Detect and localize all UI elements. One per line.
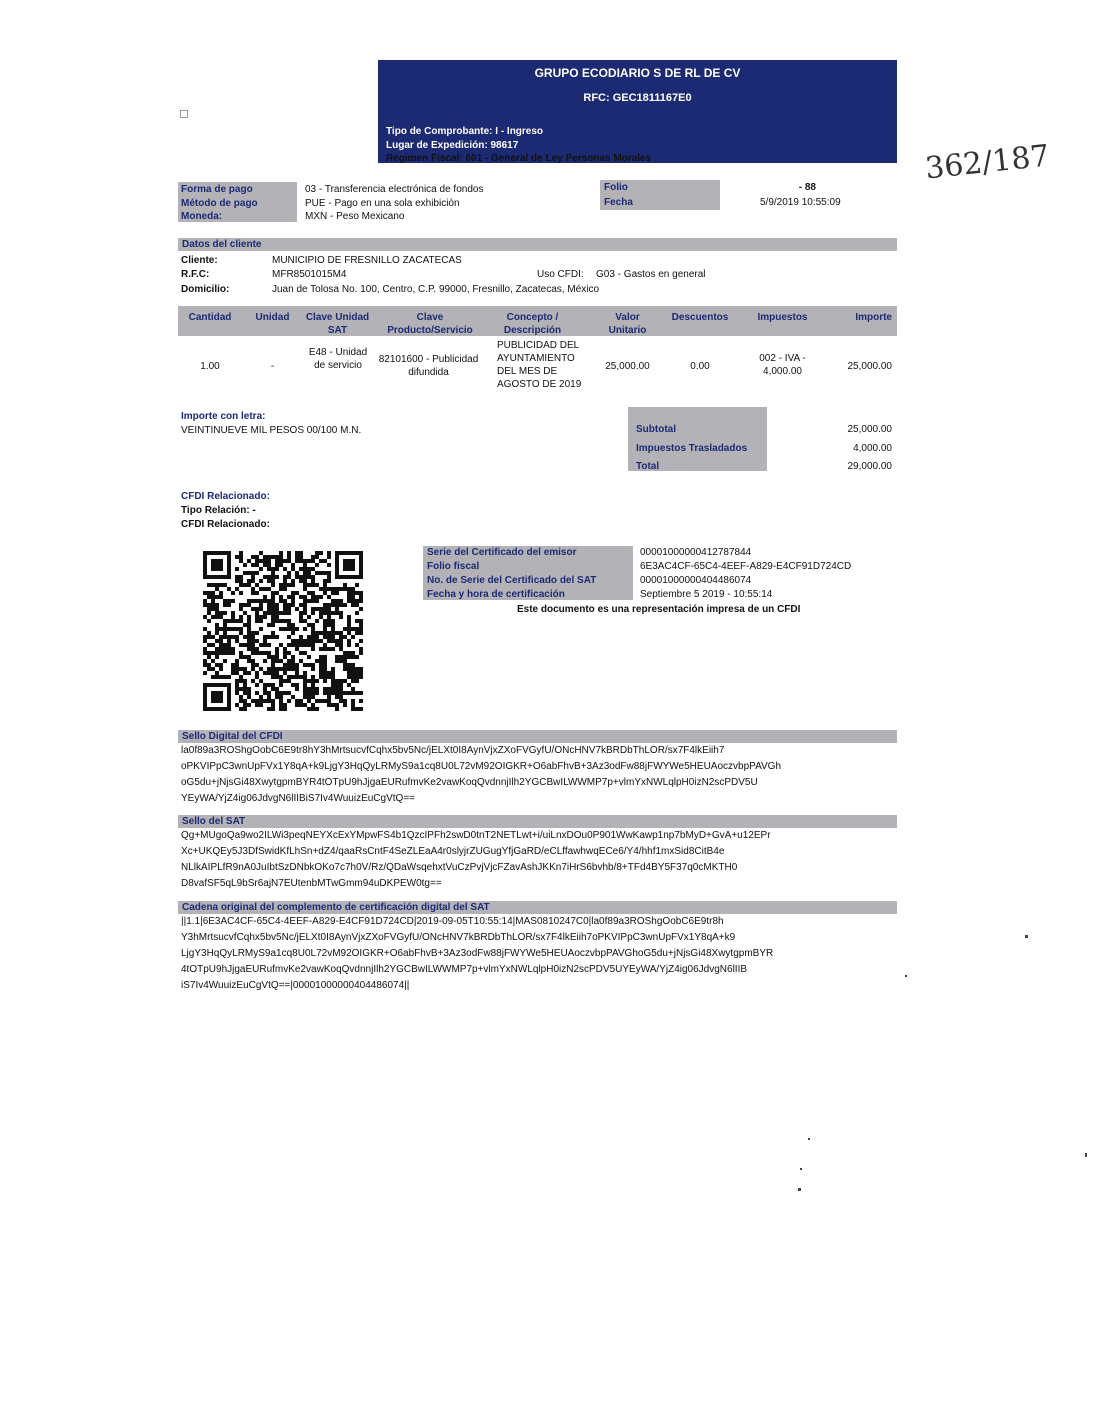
row-cantidad: 1.00 [200, 361, 220, 372]
metodo-pago-label: Método de pago [181, 198, 258, 209]
folio-value: - 88 [798, 182, 816, 193]
company-rfc: RFC: GEC1811167E0 [583, 92, 692, 104]
serie-cert-label: Serie del Certificado del emisor [427, 547, 577, 558]
cadena-line: 4tOTpU9hJjgaEURufmvKe2vawKoqQvdnnjIlh2YGCBwILWWMP7p+vlmYxNWLqlpH0izN2scPDV5UYEyWA/YjZ4ig06JdvgN6lIIB [181, 964, 748, 975]
total-value: 29,000.00 [847, 461, 892, 472]
datos-cliente-header: Datos del cliente [178, 238, 897, 251]
sello-cfdi-header: Sello Digital del CFDI [178, 730, 897, 743]
col-cantidad: Cantidad [188, 312, 232, 323]
row-descuentos: 0.00 [690, 361, 710, 372]
domicilio-label: Domicilio: [181, 284, 230, 295]
company-header [378, 60, 897, 163]
checkbox-mark [180, 110, 188, 118]
fecha-cert-value: Septiembre 5 2019 - 10:55:14 [640, 589, 773, 600]
metodo-pago-value: PUE - Pago en una sola exhibición [305, 198, 460, 209]
fecha-cert-label: Fecha y hora de certificación [427, 589, 565, 600]
scan-speck [800, 1168, 802, 1170]
folio-fiscal-value: 6E3AC4CF-65C4-4EEF-A829-E4CF91D724CD [640, 561, 852, 572]
cliente-label: Cliente: [181, 255, 218, 266]
subtotal-value: 25,000.00 [847, 424, 892, 435]
lugar-expedicion: Lugar de Expedición: 98617 [386, 140, 519, 151]
moneda-value: MXN - Peso Mexicano [305, 211, 405, 222]
cfdi-relacionado-title: CFDI Relacionado: [181, 491, 270, 502]
forma-pago-label: Forma de pago [181, 184, 253, 195]
col-concepto: Concepto / Descripción [503, 312, 562, 336]
cadena-line: LjgY3HqQyLRMyS9a1cq8U0L72vM92OIGKR+O6abFhvB+3Az3odFw88jFWYWe5HEUAoczvbpPAVGhoG5du+jNjsGi48XwytgpmBYR [181, 948, 774, 959]
row-impuestos: 002 - IVA - 4,000.00 [759, 353, 806, 377]
sello-cfdi-text [181, 743, 781, 807]
serie-cert-value: 00001000000412787844 [640, 547, 752, 558]
col-impuestos: Impuestos [757, 312, 808, 323]
sello-sat-line: Qg+MUgoQa9wo2ILWi3peqNEYXcExYMpwFS4b1QzcIPFh2swD0tnT2NETLwt+i/uiLnxDOu0P901WwKawp1np7bMyD+GvA+u12EPr [181, 830, 771, 841]
serie-sat-value: 00001000000404486074 [640, 575, 752, 586]
rfc-label: R.F.C: [181, 269, 210, 280]
scan-speck [798, 1188, 801, 1191]
importe-letra-label: Importe con letra: [181, 411, 266, 422]
cliente-value: MUNICIPIO DE FRESNILLO ZACATECAS [272, 255, 462, 266]
col-unidad: Unidad [255, 312, 290, 323]
cadena-line: iS7Iv4WuuizEuCgVtQ==|00001000000404486074|| [181, 980, 410, 991]
total-label: Total [636, 461, 660, 472]
uso-cfdi-label: Uso CFDI: [537, 269, 584, 280]
forma-pago-value: 03 - Transferencia electrónica de fondos [305, 184, 484, 195]
subtotal-label: Subtotal [636, 424, 676, 435]
scan-speck [1025, 935, 1028, 938]
sello-sat-line: Xc+UKQEy5J3DfSwidKfLhSn+dZ4/qaaRsCntF4SeZLEaA4r0slyjrZUGugYfjGaRD/eCLffawhwqECe6/Y4/hhf1mxSid8CitB4e [181, 846, 725, 857]
scan-speck [905, 975, 907, 977]
row-importe: 25,000.00 [847, 361, 892, 372]
fecha-label: Fecha [604, 197, 633, 208]
col-valor: Valor Unitario [608, 312, 647, 336]
row-clave-producto: 82101600 - Publicidad difundida [378, 354, 479, 378]
handwritten-note: 362/187 [923, 138, 1052, 187]
domicilio-value: Juan de Tolosa No. 100, Centro, C.P. 99000, Fresnillo, Zacatecas, México [272, 284, 600, 295]
cadena-original-text [181, 914, 773, 994]
tipo-comprobante: Tipo de Comprobante: I - Ingreso [386, 126, 544, 137]
folio-fiscal-label: Folio fiscal [427, 561, 480, 572]
sello-sat-text [181, 828, 771, 892]
tipo-relacion: Tipo Relación: - [181, 505, 256, 516]
sello-cfdi-line: oPKVIPpC3wnUpFVx1Y8qA+k9LjgY3HqQyLRMyS9a1cq8U0L72vM92OIGKR+O6abFhvB+3Az3odFw88jFWYWe5HEUAoczvbpPAVGh [181, 761, 782, 772]
row-concepto: PUBLICIDAD DEL AYUNTAMIENTO DEL MES DE AGOSTO DE 2019 [497, 340, 582, 390]
company-name: GRUPO ECODIARIO S DE RL DE CV [534, 66, 741, 80]
cadena-line: ||1.1|6E3AC4CF-65C4-4EEF-A829-E4CF91D724CD|2019-09-05T10:55:14|MAS0810247C0|la0f89a3ROShgOobC6E9tr8h [181, 916, 724, 927]
row-valor: 25,000.00 [605, 361, 650, 372]
col-clave-unidad: Clave Unidad SAT [305, 312, 370, 336]
sello-cfdi-line: YEyWA/YjZ4ig06JdvgN6lIIBiS7Iv4WuuizEuCgVtQ== [181, 793, 415, 804]
sello-sat-line: D8vafSF5qL9bSr6ajN7EUtenbMTwGmm94uDKPEW0tg== [181, 878, 442, 889]
impuestos-trasladados-label: Impuestos Trasladados [636, 443, 748, 454]
sello-sat-header: Sello del SAT [178, 815, 897, 828]
sello-sat-line: NLlkAIPLfR9nA0JuIbtSzDNbkOKo7c7h0V/Rz/QDaWsqehxtVuCzPvjVjcFZavAshJKKn7iHrS6bvhb/8+TFd4BY5F37q0cMKTH0 [181, 862, 738, 873]
regimen-fiscal: Régimen Fiscal: 601 - General de Ley Personas Morales [386, 153, 652, 164]
fecha-value: 5/9/2019 10:55:09 [760, 197, 841, 208]
moneda-label: Moneda: [181, 211, 223, 222]
sello-cfdi-line: la0f89a3ROShgOobC6E9tr8hY3hMrtsucvfCqhx5bv5Nc/jELXt0I8AynVjxZXoFVGyfU/ONcHNV7kBRDbThLOR/sx7F4lkEiih7 [181, 745, 725, 756]
sello-cfdi-line: oG5du+jNjsGi48XwytgpmBYR4tOTpU9hJjgaEURufmvKe2vawKoqQvdnnjIlh2YGCBwILWWMP7p+vlmYxNWLqlpH0izN2scPDV5U [181, 777, 758, 788]
col-clave-producto: Clave Producto/Servicio [387, 312, 473, 336]
row-unidad: - [270, 361, 275, 372]
cadena-line: Y3hMrtsucvfCqhx5bv5Nc/jELXt0I8AynVjxZXoFVGyfU/ONcHNV7kBRDbThLOR/sx7F4lkEiih7oPKVIPpC3wnUpFVx1Y8qA+k9 [181, 932, 736, 943]
cert-note: Este documento es una representación impresa de un CFDI [517, 604, 801, 615]
col-importe: Importe [855, 312, 892, 323]
uso-cfdi-value: G03 - Gastos en general [596, 269, 706, 280]
folio-label: Folio [604, 182, 628, 193]
cfdi-relacionado-value: CFDI Relacionado: [181, 519, 270, 530]
rfc-value: MFR8501015M4 [272, 269, 347, 280]
impuestos-trasladados-value: 4,000.00 [853, 443, 892, 454]
scan-speck [808, 1138, 810, 1140]
qr-code [203, 551, 363, 711]
col-descuentos: Descuentos [671, 312, 729, 323]
row-clave-unidad: E48 - Unidad de servicio [308, 347, 368, 371]
importe-letra-value: VEINTINUEVE MIL PESOS 00/100 M.N. [181, 425, 362, 436]
scan-speck [1085, 1153, 1087, 1157]
serie-sat-label: No. de Serie del Certificado del SAT [427, 575, 597, 586]
cadena-original-header: Cadena original del complemento de certificación digital del SAT [178, 901, 897, 914]
